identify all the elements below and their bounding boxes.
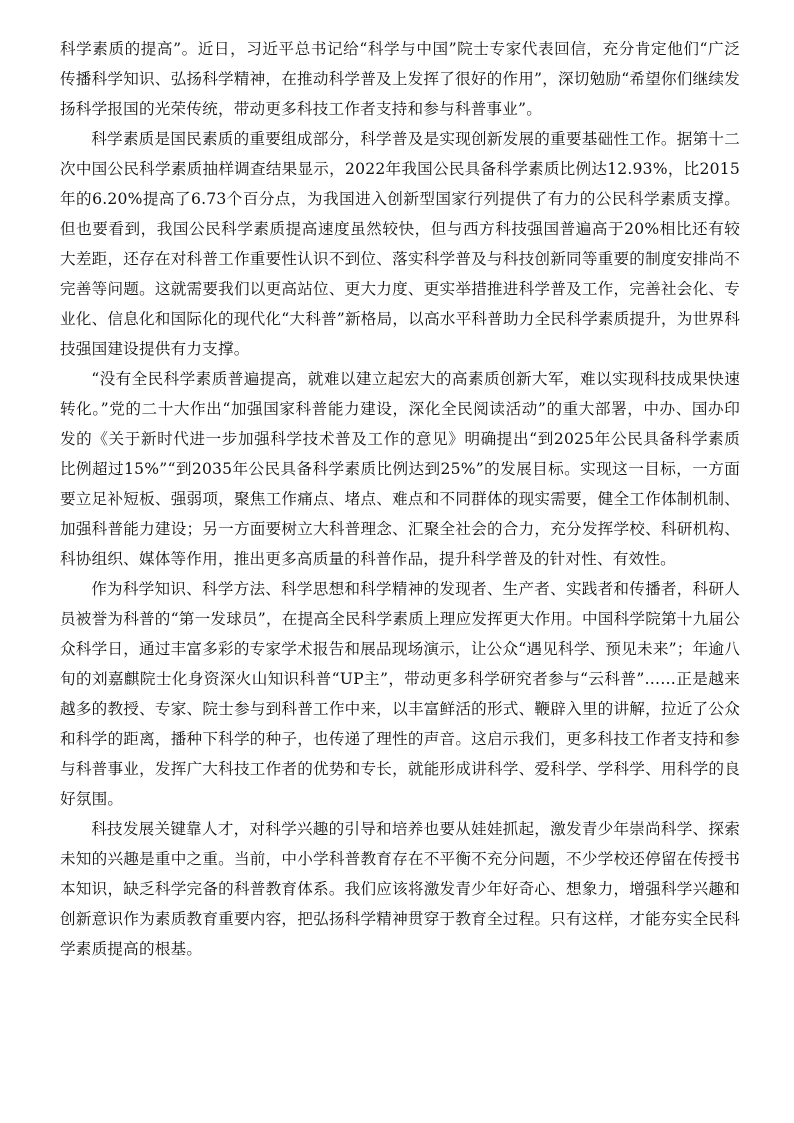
paragraph-1: 科学素质的提高”。近日，习近平总书记给“科学与中国”院士专家代表回信，充分肯定他们“广泛传播科学知识、弘扬科学精神，在推动科学普及上发挥了很好的作用”，深切勉励“希望你们继续发扬科学报国的光荣传统，带动更多科技工作者支持和参与科普事业”。 <box>60 40 740 118</box>
paragraph-5: 科技发展关键靠人才，对科学兴趣的引导和培养也要从娃娃抓起，激发青少年崇尚科学、探索未知的兴趣是重中之重。当前，中小学科普教育存在不平衡不充分问题，不少学校还停留在传授书本知识，缺乏科学完备的科普教育体系。我们应该将激发青少年好奇心、想象力，增强科学兴趣和创新意识作为素质教育重要内容，把弘扬科学精神贯穿于教育全过程。只有这样，才能夯实全民科学素质提高的根基。 <box>60 820 740 958</box>
paragraph-2: 科学素质是国民素质的重要组成部分，科学普及是实现创新发展的重要基础性工作。据第十二次中国公民科学素质抽样调查结果显示，2022年我国公民具备科学素质比例达12.93%，比2015年的6.20%提高了6.73个百分点，为我国进入创新型国家行列提供了有力的公民科学素质支撑。但也要看到，我国公民科学素质提高速度虽然较快，但与西方科技强国普遍高于20%相比还有较大差距，还存在对科普工作重要性认识不到位、落实科学普及与科技创新同等重要的制度安排尚不完善等问题。这就需要我们以更高站位、更大力度、更实举措推进科学普及工作，完善社会化、专业化、信息化和国际化的现代化“大科普”新格局，以高水平科普助力全民科学素质提升，为世界科技强国建设提供有力支撑。 <box>60 130 740 358</box>
paragraph-4: 作为科学知识、科学方法、科学思想和科学精神的发现者、生产者、实践者和传播者，科研人员被誉为科普的“第一发球员”，在提高全民科学素质上理应发挥更大作用。中国科学院第十九届公众科学日，通过丰富多彩的专家学术报告和展品现场演示，让公众“遇见科学、预见未来”；年逾八旬的刘嘉麒院士化身资深火山知识科普“UP主”，带动更多科学研究者参与“云科普”……正是越来越多的教授、专家、院士参与到科普工作中来，以丰富鲜活的形式、鞭辟入里的讲解，拉近了公众和科学的距离，播种下科学的种子，也传递了理性的声音。这启示我们，更多科技工作者支持和参与科普事业，发挥广大科技工作者的优势和专长，就能形成讲科学、爱科学、学科学、用科学的良好氛围。 <box>60 580 740 808</box>
paragraph-3: “没有全民科学素质普遍提高，就难以建立起宏大的高素质创新大军，难以实现科技成果快速转化。”党的二十大作出“加强国家科普能力建设，深化全民阅读活动”的重大部署，中办、国办印发的《关于新时代进一步加强科学技术普及工作的意见》明确提出“到2025年公民具备科学素质比例超过15%”“到2035年公民具备科学素质比例达到25%”的发展目标。实现这一目标，一方面要立足补短板、强弱项，聚焦工作痛点、堵点、难点和不同群体的现实需要，健全工作体制机制、加强科普能力建设；另一方面要树立大科普理念、汇聚全社会的合力，充分发挥学校、科研机构、科协组织、媒体等作用，推出更多高质量的科普作品，提升科学普及的针对性、有效性。 <box>60 370 740 568</box>
document-page <box>60 34 740 964</box>
